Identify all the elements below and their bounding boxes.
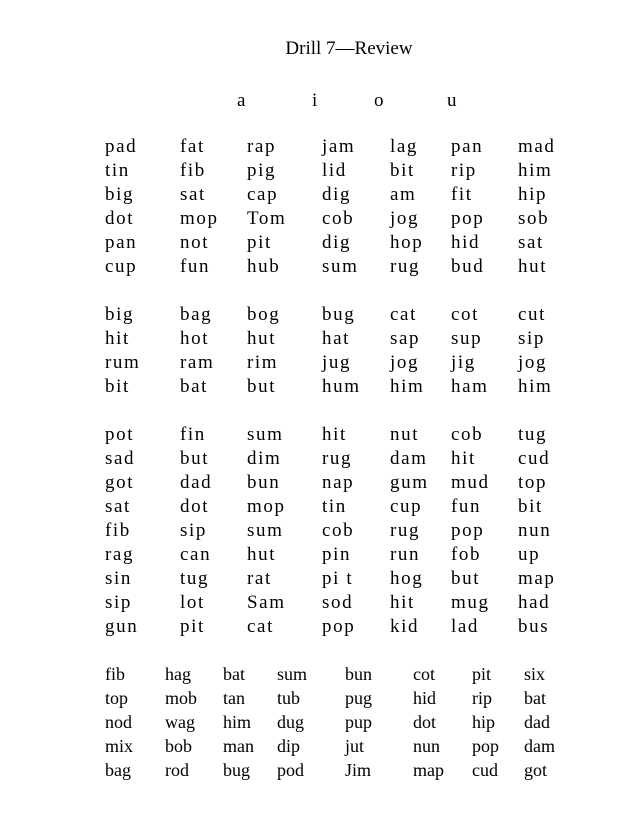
word: tub bbox=[277, 688, 301, 708]
word: bun bbox=[345, 664, 372, 684]
word: bun bbox=[247, 472, 281, 493]
word: sat bbox=[518, 232, 544, 253]
word: cob bbox=[451, 424, 484, 445]
word: pan bbox=[105, 232, 138, 253]
word: cat bbox=[247, 616, 274, 637]
word: mop bbox=[247, 496, 286, 517]
vowel-i: i bbox=[312, 90, 318, 111]
word-row bbox=[0, 760, 638, 784]
word: bit bbox=[390, 160, 415, 181]
word: rap bbox=[247, 136, 277, 157]
word: dam bbox=[524, 736, 555, 756]
word: big bbox=[105, 304, 135, 325]
word: hit bbox=[390, 592, 415, 613]
word: jog bbox=[390, 352, 420, 373]
word: rug bbox=[390, 256, 421, 277]
word: nun bbox=[413, 736, 440, 756]
word: pit bbox=[472, 664, 492, 684]
word: bat bbox=[180, 376, 209, 397]
word-block-2 bbox=[0, 304, 638, 400]
word: dip bbox=[277, 736, 301, 756]
word: tug bbox=[518, 424, 548, 445]
word: pop bbox=[451, 208, 485, 229]
word: cud bbox=[472, 760, 498, 780]
word: top bbox=[518, 472, 548, 493]
word: lid bbox=[322, 160, 347, 181]
word: dig bbox=[322, 232, 352, 253]
word: mug bbox=[451, 592, 490, 613]
word: hid bbox=[451, 232, 481, 253]
word: bag bbox=[105, 760, 131, 780]
word: sod bbox=[322, 592, 354, 613]
vowel-o: o bbox=[374, 90, 384, 111]
word: bug bbox=[322, 304, 356, 325]
word: fun bbox=[180, 256, 211, 277]
word-row bbox=[0, 592, 638, 616]
word: tan bbox=[223, 688, 245, 708]
word: nun bbox=[518, 520, 552, 541]
word-row bbox=[0, 496, 638, 520]
word: him bbox=[223, 712, 252, 732]
word: bob bbox=[165, 736, 192, 756]
word: rip bbox=[472, 688, 492, 708]
word-row bbox=[0, 136, 638, 160]
word: had bbox=[518, 592, 551, 613]
word: nap bbox=[322, 472, 355, 493]
vowel-u: u bbox=[447, 90, 457, 111]
word-row bbox=[0, 328, 638, 352]
word: man bbox=[223, 736, 254, 756]
word: gum bbox=[390, 472, 429, 493]
word: hid bbox=[413, 688, 437, 708]
word: sad bbox=[105, 448, 136, 469]
word: cap bbox=[247, 184, 279, 205]
word: hut bbox=[247, 544, 277, 565]
word: him bbox=[390, 376, 425, 397]
word: sip bbox=[518, 328, 545, 349]
word: got bbox=[524, 760, 548, 780]
word: him bbox=[518, 376, 553, 397]
word: jog bbox=[518, 352, 548, 373]
word: pop bbox=[451, 520, 485, 541]
word-row bbox=[0, 184, 638, 208]
word: jug bbox=[322, 352, 352, 373]
word: jam bbox=[322, 136, 356, 157]
word-row bbox=[0, 160, 638, 184]
word: cud bbox=[518, 448, 551, 469]
word: bit bbox=[105, 376, 130, 397]
word-row bbox=[0, 664, 638, 688]
word: nod bbox=[105, 712, 132, 732]
word: hit bbox=[105, 328, 130, 349]
word: cup bbox=[105, 256, 138, 277]
word: sat bbox=[180, 184, 206, 205]
word: sum bbox=[277, 664, 308, 684]
word: pop bbox=[472, 736, 499, 756]
word: fib bbox=[180, 160, 206, 181]
word: can bbox=[180, 544, 212, 565]
word: hum bbox=[322, 376, 361, 397]
word: hit bbox=[451, 448, 476, 469]
word: fin bbox=[180, 424, 206, 445]
word: rod bbox=[165, 760, 189, 780]
word: mix bbox=[105, 736, 134, 756]
word-block-1 bbox=[0, 136, 638, 280]
word: map bbox=[413, 760, 444, 780]
word: six bbox=[524, 664, 546, 684]
word: pug bbox=[345, 688, 372, 708]
word: dot bbox=[105, 208, 135, 229]
word: wag bbox=[165, 712, 195, 732]
word: rug bbox=[390, 520, 421, 541]
word: pit bbox=[247, 232, 272, 253]
word: hub bbox=[247, 256, 281, 277]
word: jut bbox=[345, 736, 365, 756]
word: hip bbox=[472, 712, 496, 732]
word: nut bbox=[390, 424, 420, 445]
word-row bbox=[0, 544, 638, 568]
word: pot bbox=[105, 424, 135, 445]
word: dig bbox=[322, 184, 352, 205]
word: but bbox=[247, 376, 277, 397]
word-row bbox=[0, 256, 638, 280]
word: hog bbox=[390, 568, 424, 589]
word: sip bbox=[180, 520, 207, 541]
word: dad bbox=[180, 472, 213, 493]
word: rag bbox=[105, 544, 135, 565]
word: Tom bbox=[247, 208, 287, 229]
word: lag bbox=[390, 136, 419, 157]
word: pop bbox=[322, 616, 356, 637]
word: him bbox=[518, 160, 553, 181]
word: sat bbox=[105, 496, 131, 517]
word-row bbox=[0, 232, 638, 256]
word: mud bbox=[451, 472, 490, 493]
word: cut bbox=[518, 304, 547, 325]
word: mob bbox=[165, 688, 198, 708]
word: bus bbox=[518, 616, 550, 637]
word: up bbox=[518, 544, 541, 565]
word: but bbox=[451, 568, 481, 589]
word: fib bbox=[105, 520, 131, 541]
word: not bbox=[180, 232, 210, 253]
word: pig bbox=[247, 160, 277, 181]
word: tug bbox=[180, 568, 210, 589]
word: dim bbox=[247, 448, 282, 469]
word: fit bbox=[451, 184, 473, 205]
word: dam bbox=[390, 448, 428, 469]
word: run bbox=[390, 544, 421, 565]
word-row bbox=[0, 472, 638, 496]
word: hot bbox=[180, 328, 210, 349]
word-row bbox=[0, 736, 638, 760]
word: jog bbox=[390, 208, 420, 229]
word: mad bbox=[518, 136, 556, 157]
word: Jim bbox=[345, 760, 372, 780]
word: fib bbox=[105, 664, 125, 684]
word: map bbox=[518, 568, 556, 589]
word: fat bbox=[180, 136, 205, 157]
word-row bbox=[0, 352, 638, 376]
word: hag bbox=[165, 664, 191, 684]
word: hut bbox=[518, 256, 548, 277]
word: bug bbox=[223, 760, 250, 780]
word: pup bbox=[345, 712, 372, 732]
word: rim bbox=[247, 352, 279, 373]
word: hat bbox=[322, 328, 351, 349]
word: bat bbox=[524, 688, 546, 708]
word: cat bbox=[390, 304, 417, 325]
word: fun bbox=[451, 496, 482, 517]
word: mop bbox=[180, 208, 219, 229]
word: jig bbox=[451, 352, 476, 373]
word: sip bbox=[105, 592, 132, 613]
word: cob bbox=[322, 208, 355, 229]
word: bit bbox=[518, 496, 543, 517]
word-row bbox=[0, 208, 638, 232]
word: tin bbox=[105, 160, 130, 181]
word: dad bbox=[524, 712, 550, 732]
word: rip bbox=[451, 160, 477, 181]
word: hut bbox=[247, 328, 277, 349]
word: gun bbox=[105, 616, 139, 637]
word-row bbox=[0, 304, 638, 328]
word-row bbox=[0, 376, 638, 400]
word: sob bbox=[518, 208, 550, 229]
word-row bbox=[0, 424, 638, 448]
word: kid bbox=[390, 616, 420, 637]
word: hop bbox=[390, 232, 424, 253]
word: bag bbox=[180, 304, 213, 325]
word: Sam bbox=[247, 592, 286, 613]
word: sum bbox=[247, 520, 284, 541]
word-row bbox=[0, 568, 638, 592]
word: sap bbox=[390, 328, 421, 349]
word: got bbox=[105, 472, 135, 493]
word: cup bbox=[390, 496, 423, 517]
word: hip bbox=[518, 184, 548, 205]
page-title: Drill 7—Review bbox=[285, 38, 413, 59]
word: bat bbox=[223, 664, 245, 684]
word: hit bbox=[322, 424, 347, 445]
word: ham bbox=[451, 376, 489, 397]
word: cob bbox=[322, 520, 355, 541]
word: rug bbox=[322, 448, 353, 469]
word-row bbox=[0, 712, 638, 736]
word: am bbox=[390, 184, 417, 205]
word: dug bbox=[277, 712, 304, 732]
word: rat bbox=[247, 568, 272, 589]
word: sin bbox=[105, 568, 132, 589]
word: ram bbox=[180, 352, 215, 373]
word: cot bbox=[451, 304, 480, 325]
word: top bbox=[105, 688, 129, 708]
word: but bbox=[180, 448, 210, 469]
word: pod bbox=[277, 760, 304, 780]
word: big bbox=[105, 184, 135, 205]
word: dot bbox=[413, 712, 437, 732]
word-row bbox=[0, 448, 638, 472]
vowel-a: a bbox=[237, 90, 246, 111]
vowel-header bbox=[0, 90, 638, 114]
word: lad bbox=[451, 616, 480, 637]
word: tin bbox=[322, 496, 347, 517]
word: lot bbox=[180, 592, 205, 613]
word-row bbox=[0, 688, 638, 712]
word: bog bbox=[247, 304, 281, 325]
word: sum bbox=[247, 424, 284, 445]
word-row bbox=[0, 616, 638, 640]
word: sup bbox=[451, 328, 483, 349]
word-block-3 bbox=[0, 424, 638, 640]
word: pan bbox=[451, 136, 484, 157]
word-block-4 bbox=[0, 664, 638, 784]
word: dot bbox=[180, 496, 210, 517]
word: fob bbox=[451, 544, 482, 565]
word-row bbox=[0, 520, 638, 544]
word: pi t bbox=[322, 568, 354, 589]
word: pin bbox=[322, 544, 352, 565]
word: cot bbox=[413, 664, 435, 684]
word: pit bbox=[180, 616, 205, 637]
word: bud bbox=[451, 256, 485, 277]
word: sum bbox=[322, 256, 359, 277]
word: pad bbox=[105, 136, 138, 157]
word: rum bbox=[105, 352, 141, 373]
